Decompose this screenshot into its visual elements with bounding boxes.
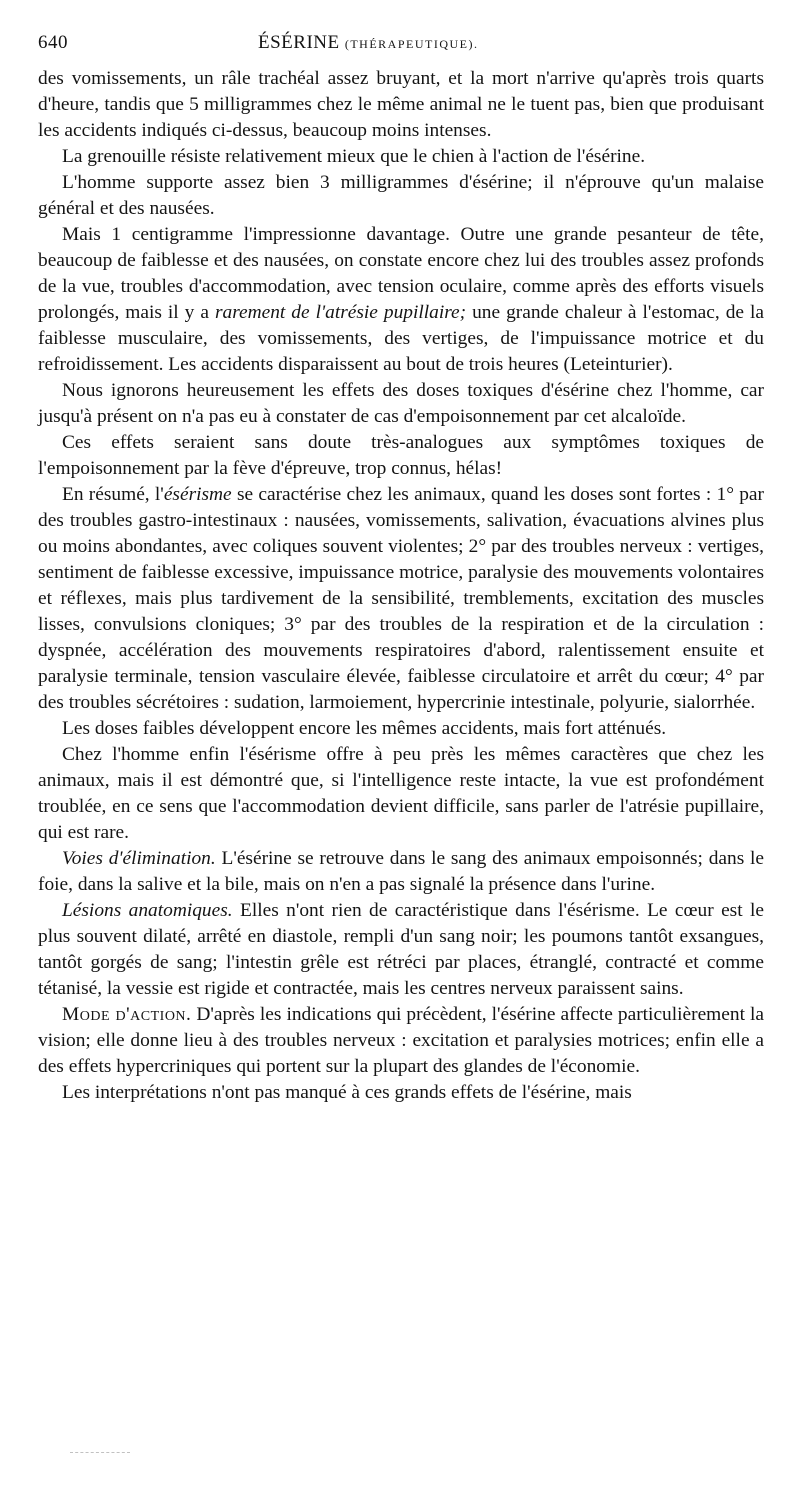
paragraph-text: D'après les indications qui précèdent, l'ésérine affecte particulièrement la vision; elle donne lieu à des troubles nerveux : excitation et paralysies motrices; enfin elle a des effets hypercriniques qui portent sur la plupart des glandes de l'économie.	[38, 1004, 764, 1077]
paragraph: Les doses faibles développent encore les mêmes accidents, mais fort atténués.	[62, 718, 667, 739]
paragraph	[38, 846, 764, 898]
paragraph-text: L'ésérine se retrouve dans le sang des animaux empoisonnés; dans le foie, dans la salive et la bile, mais on n'en a pas signalé la présence dans l'urine.	[38, 848, 764, 895]
paragraph	[38, 222, 764, 378]
running-header	[38, 30, 764, 58]
page-number: 640	[38, 32, 68, 53]
running-title	[258, 30, 479, 57]
section-heading: Voies d'élimination.	[62, 848, 216, 869]
paragraph	[38, 1002, 764, 1080]
paragraph-text: En résumé, l'	[62, 484, 164, 505]
paragraph	[38, 898, 764, 1002]
paragraph: Chez l'homme enfin l'ésérisme offre à peu près les mêmes caractères que chez les animaux, mais il est démontré que, si l'intelligence reste intacte, la vue est profondément troublée, en ce sens que l'accommodation devient difficile, sans parler de l'atrésie pupillaire, qui est rare.	[38, 744, 764, 843]
paragraph: Les interprétations n'ont pas manqué à ces grands effets de l'ésérine, mais	[62, 1082, 632, 1103]
paragraph-text: une grande chaleur à l'estomac, de la faiblesse musculaire, des vomissements, des vertiges, de l'impuissance motrice et du refroidissement. Les accidents disparaissent au bout de trois heures (Leteinturier).	[38, 302, 764, 375]
running-title-main: ÉSÉRINE	[258, 32, 340, 53]
running-title-subtitle: (THÉRAPEUTIQUE).	[344, 37, 479, 51]
page-footer-rule	[70, 1452, 130, 1461]
emphasis-text: ésérisme	[163, 484, 232, 505]
paragraph-text: se caractérise chez les animaux, quand les doses sont fortes : 1° par des troubles gastro-intestinaux : nausées, vomissements, salivation, évacuations alvines plus ou moins abondantes, avec coliques souvent violentes; 2° par des troubles nerveux : vertiges, sentiment de faiblesse excessive, impuissance motrice, paralysie des mouvements volontaires et réflexes, mais plus tardivement de la sensibilité, tremblements, excitation des muscles lisses, convulsions cloniques; 3° par des troubles de la respiration et de la circulation : dyspnée, accélération des mouvements respiratoires d'abord, ralentissement ensuite et paralysie terminale, tension vasculaire élevée, faiblesse circulatoire et arrêt du cœur; 4° par des troubles sécrétoires : sudation, larmoiement, hypercrinie intestinale, polyurie, sialorrhée.	[38, 484, 764, 713]
paragraph: Ces effets seraient sans doute très-analogues aux symptômes toxiques de l'empoisonnement par la fève d'épreuve, trop connus, hélas!	[38, 432, 764, 479]
section-heading: Lésions anatomiques.	[62, 900, 233, 921]
paragraph	[38, 482, 764, 716]
paragraph: La grenouille résiste relativement mieux que le chien à l'action de l'ésérine.	[62, 146, 646, 167]
paragraph-text: Mais 1 centigramme l'impressionne davantage. Outre une grande pesanteur de tête, beaucoup de faiblesse et des nausées, on constate encore chez lui des troubles assez profonds de la vue, troubles d'accommodation, avec tension oculaire, comme après des efforts visuels prolongés, mais il y a	[38, 224, 764, 323]
paragraph-text: Elles n'ont rien de caractéristique dans l'ésérisme. Le cœur est le plus souvent dilaté, arrêté en diastole, rempli d'un sang noir; les poumons tantôt exsangues, tantôt gorgés de sang; l'intestin grêle est rétréci par places, étranglé, contracté et comme tétanisé, la vessie est rigide et contractée, mais les centres nerveux paraissent sains.	[38, 900, 764, 999]
emphasis-text: rarement de l'atrésie pupillaire;	[214, 302, 467, 323]
paragraph: des vomissements, un râle trachéal assez bruyant, et la mort n'arrive qu'après trois quarts d'heure, tandis que 5 milligrammes chez le même animal ne le tuent pas, bien que produisant les accidents indiqués ci-dessus, beaucoup moins intenses.	[38, 68, 764, 141]
paragraph: L'homme supporte assez bien 3 milligrammes d'ésérine; il n'éprouve qu'un malaise général et des nausées.	[38, 172, 764, 219]
paragraph: Nous ignorons heureusement les effets des doses toxiques d'ésérine chez l'homme, car jusqu'à présent on n'a pas eu à constater de cas d'empoisonnement par cet alcaloïde.	[38, 380, 764, 427]
document-page	[38, 30, 764, 1106]
section-heading: Mode d'action.	[62, 1004, 192, 1025]
